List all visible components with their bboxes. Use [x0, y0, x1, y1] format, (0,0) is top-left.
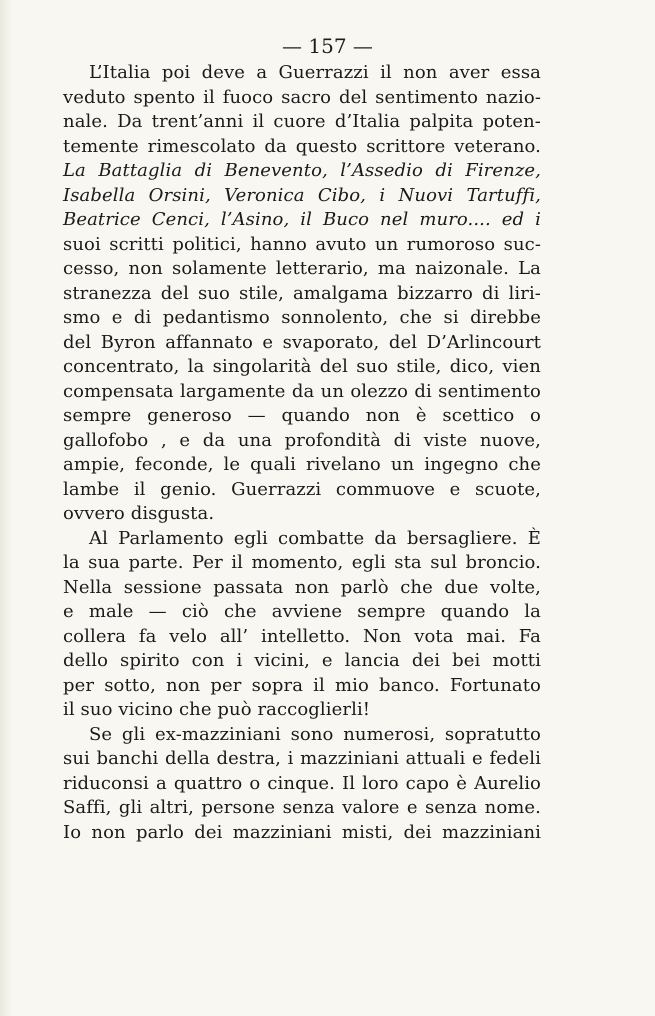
body-text [63, 61, 541, 845]
text-line: cesso, non solamente letterario, ma naizonale. La [63, 258, 541, 279]
text-line: Isabella Orsini, Veronica Cibo, i Nuovi Tartuffi, [63, 184, 541, 206]
text-line: Se gli ex-mazziniani sono numerosi, sopratutto [89, 723, 541, 745]
text-line: nale. Da trent’anni il cuore d’Italia palpita poten- [63, 111, 541, 132]
text-line: sempre generoso — quando non è scettico o [63, 405, 541, 426]
text-line: La Battaglia di Benevento, l’Assedio di Firenze, [63, 160, 541, 181]
text-line: Io non parlo dei mazziniani misti, dei mazziniani [63, 821, 541, 843]
text-line: la sua parte. Per il momento, egli sta sul broncio. [63, 552, 541, 573]
text-line: del Byron affannato e svaporato, del D’Arlincourt [63, 331, 541, 353]
text-line: Nella sessione passata non parlò che due volte, [63, 576, 541, 598]
text-line: veduto spento il fuoco sacro del sentimento nazio- [63, 86, 541, 108]
text-line: stranezza del suo stile, amalgama bizzarro di liri- [63, 282, 541, 304]
text-line: concentrato, la singolarità del suo stile, dico, vien [63, 356, 541, 377]
text-line: smo e di pedantismo sonnolento, che si direbbe [63, 307, 541, 328]
text-line: suoi scritti politici, hanno avuto un rumoroso suc- [63, 233, 541, 255]
text-line: sui banchi della destra, i mazziniani attuali e fedeli [63, 748, 541, 769]
text-line: temente rimescolato da questo scrittore veterano. [63, 135, 541, 157]
text-line: Al Parlamento egli combatte da bersagliere. È [89, 527, 541, 549]
text-line: riduconsi a quattro o cinque. Il loro capo è Aurelio [63, 772, 541, 794]
text-line: lambe il genio. Guerrazzi commuove e scuote, [63, 478, 541, 500]
text-line: Saffi, gli altri, persone senza valore e senza nome. [63, 797, 541, 818]
text-line: dello spirito con i vicini, e lancia dei bei motti [63, 650, 541, 671]
text-line: e male — ciò che avviene sempre quando la [63, 601, 541, 622]
text-line: collera fa velo all’ intelletto. Non vota mai. Fa [63, 625, 541, 647]
text-line: ovvero disgusta. [63, 503, 215, 524]
text-line: gallofobo , e da una profondità di viste nuove, [63, 429, 541, 451]
page-number: — 157 — [282, 34, 373, 58]
text-line: compensata largamente da un olezzo di sentimento [63, 380, 541, 402]
text-line: ampie, feconde, le quali rivelano un ingegno che [63, 454, 541, 475]
text-line: per sotto, non per sopra il mio banco. Fortunato [63, 674, 541, 696]
text-line: il suo vicino che può raccoglierli! [63, 699, 371, 720]
text-line: L’Italia poi deve a Guerrazzi il non aver essa [89, 62, 541, 83]
page-binding-edge [0, 0, 14, 1016]
text-line: Beatrice Cenci, l’Asino, il Buco nel muro.... ed i [63, 209, 541, 230]
